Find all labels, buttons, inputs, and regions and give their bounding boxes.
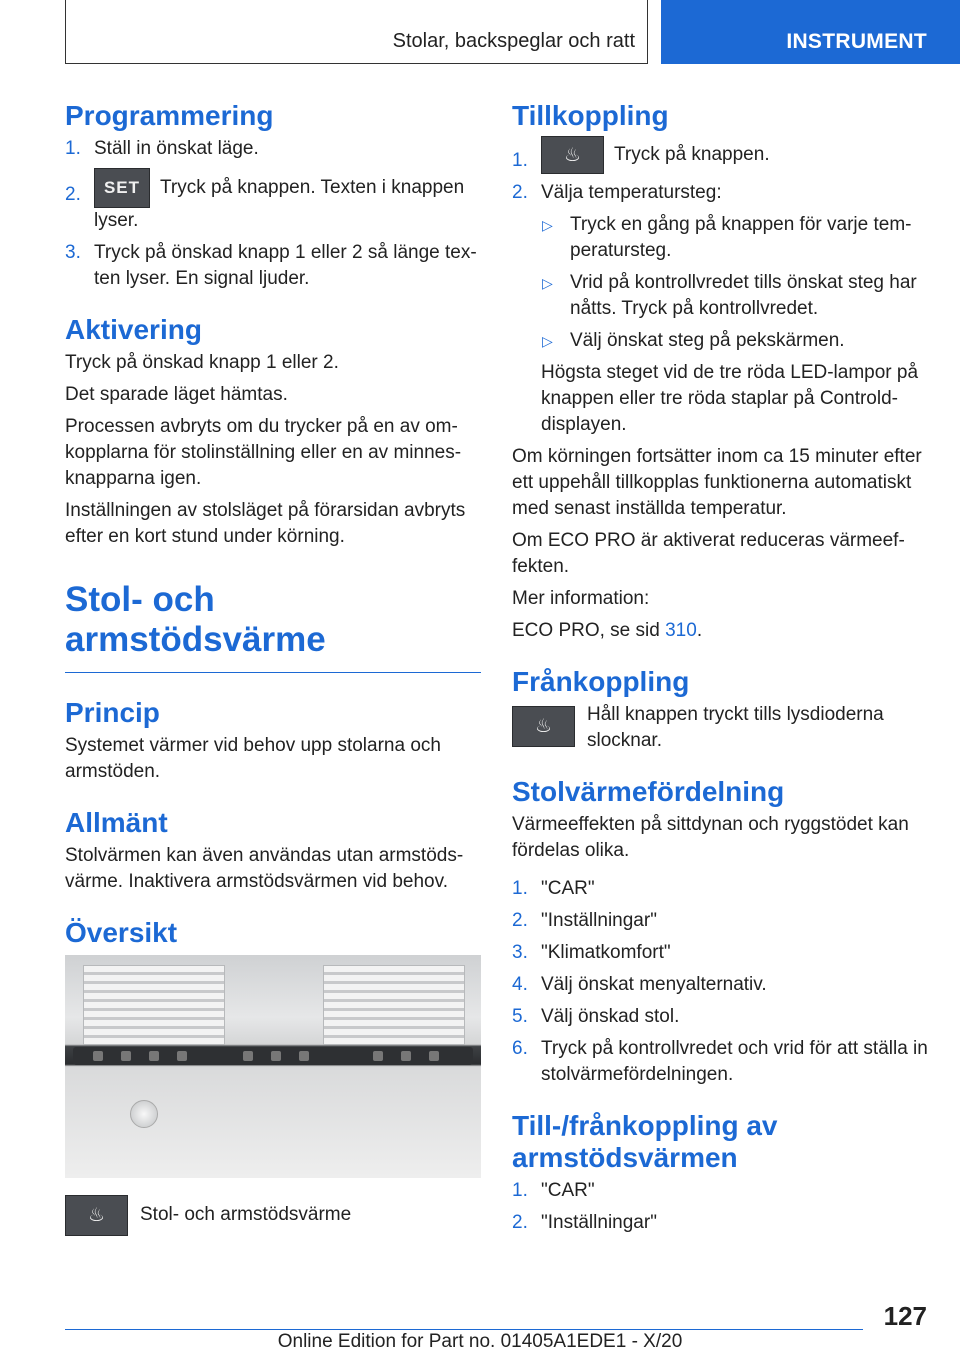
- bullet-text: Vrid på kontrollvredet tills önskat steg har nåtts. Tryck på kontrollvredet.: [570, 272, 917, 319]
- footer-rule: [65, 1329, 863, 1330]
- paragraph: Tryck på önskad knapp 1 eller 2.: [65, 352, 339, 373]
- page-number: 127: [883, 1301, 927, 1331]
- bullet-icon: ▷: [542, 275, 553, 291]
- list-item: 3. "Klimatkomfort": [512, 942, 671, 963]
- chapter-title: Stol- och armstödsvärme: [65, 580, 326, 659]
- list-item: [65, 240, 481, 292]
- list-item: [541, 270, 932, 322]
- paragraph: Systemet värmer vid behov upp stolarna och armstöden.: [65, 735, 441, 782]
- climate-panel-photo: [65, 955, 481, 1178]
- list-item: [65, 168, 481, 234]
- step-text: Tryck på knappen.: [614, 144, 770, 166]
- paragraph: Om körningen fortsätter inom ca 15 minuter efter ett uppehåll tillkopplas funktionerna automatiskt med senast inställda temperatur.: [512, 446, 922, 519]
- header-tab-label: INSTRUMENT: [786, 30, 927, 53]
- step-number: 1.: [512, 150, 528, 171]
- heading-oversikt: Översikt: [65, 917, 178, 948]
- heading-aktivering: Aktivering: [65, 314, 202, 345]
- step-text: Tryck på knappen. Texten i knappen lyser.: [94, 177, 465, 231]
- heading-till-fran: Till-/frånkoppling av armstödsvärmen: [512, 1110, 778, 1173]
- heading-allmant: Allmänt: [65, 807, 168, 838]
- edition-footer: Online Edition for Part no. 01405A1EDE1 - X/20: [277, 1331, 683, 1352]
- frankoppling-text: Håll knappen tryckt tills lysdioderna slocknar.: [587, 704, 884, 751]
- list-item: 1. "CAR": [512, 878, 595, 899]
- right-column: [512, 100, 932, 1242]
- bullet-icon: ▷: [542, 217, 553, 233]
- paragraph: Värmeeffekten på sittdynan och ryggstödet kan fördelas olika.: [512, 814, 909, 861]
- paragraph: Det sparade läget hämtas.: [65, 384, 288, 405]
- page-link[interactable]: 310: [665, 620, 697, 641]
- list-item: 2. "Inställningar": [512, 1212, 657, 1233]
- air-vent-left: [83, 965, 225, 1045]
- legend-caption: Stol- och armstödsvärme: [140, 1204, 352, 1225]
- paragraph: Stolvärmen kan även användas utan armstödsvärme. Inaktivera armstödsvärmen vid behov.: [65, 845, 464, 892]
- list-item: [512, 136, 932, 174]
- heading-frankoppling: Frånkoppling: [512, 666, 690, 697]
- fordelning-steps: [512, 876, 932, 1088]
- seat-heating-icon: ♨: [512, 706, 575, 747]
- tillkoppling-steps: [512, 136, 932, 206]
- chapter-title-block: [65, 580, 481, 673]
- list-item: 6. Tryck på kontrollvredet och vrid för att ställa in stolvärmefördelningen.: [512, 1038, 928, 1085]
- header-section-box: [65, 0, 648, 64]
- bullet-text: Välj önskat steg på pekskärmen.: [570, 330, 845, 351]
- paragraph: Processen avbryts om du trycker på en av omkopplarna för stolinställning eller en av minnesknapparna igen.: [65, 416, 462, 489]
- paragraph: Om ECO PRO är aktiverat reduceras värmeeffekten.: [512, 530, 905, 577]
- till-fran-steps: [512, 1178, 932, 1236]
- list-item: 5. Välj önskad stol.: [512, 1006, 680, 1027]
- heading-tillkoppling: Tillkoppling: [512, 100, 669, 131]
- set-button-icon: SET: [94, 168, 150, 208]
- seat-heating-icon: ♨: [541, 136, 604, 174]
- step-text: Tryck på önskad knapp 1 eller 2 så länge texten lyser. En signal ljuder.: [94, 242, 477, 289]
- step-number: 2.: [65, 184, 81, 205]
- volume-knob: [130, 1100, 158, 1128]
- temperature-options: [541, 212, 932, 354]
- list-item: [541, 212, 932, 264]
- control-panel-bar: [73, 1047, 473, 1065]
- seat-heating-icon: ♨: [65, 1195, 128, 1236]
- step-text: Ställ in önskat läge.: [94, 138, 259, 159]
- step-number: 1.: [65, 138, 81, 159]
- step-number: 3.: [65, 242, 81, 263]
- air-vent-right: [323, 965, 465, 1045]
- list-item: [541, 328, 932, 354]
- header-section-title: Stolar, backspeglar och ratt: [392, 30, 635, 52]
- heading-princip: Princip: [65, 697, 160, 728]
- header-tab: [661, 0, 960, 64]
- bullet-icon: ▷: [542, 333, 553, 349]
- paragraph: Inställningen av stolsläget på förarsidan avbryts efter en kort stund under körning.: [65, 500, 466, 547]
- list-item: 4. Välj önskat menyalternativ.: [512, 974, 767, 995]
- left-column: [65, 100, 481, 1242]
- heading-stolvarmefordelning: Stolvärmefördelning: [512, 776, 785, 807]
- list-item: [512, 180, 932, 206]
- paragraph-reference: ECO PRO, se sid 310.: [512, 620, 703, 641]
- legend-row: [65, 1194, 481, 1236]
- note-text: Högsta steget vid de tre röda LED-lampor på knappen eller tre röda staplar på Controlddisplayen.: [541, 362, 919, 435]
- list-item: 1. "CAR": [512, 1180, 595, 1201]
- frankoppling-row: [512, 702, 932, 754]
- programmering-steps: [65, 136, 481, 292]
- list-item: [65, 136, 481, 162]
- step-text: Välja temperatursteg:: [541, 182, 722, 203]
- heading-programmering: Programmering: [65, 100, 274, 131]
- paragraph: Mer information:: [512, 588, 650, 609]
- list-item: 2. "Inställningar": [512, 910, 657, 931]
- step-number: 2.: [512, 182, 528, 203]
- bullet-text: Tryck en gång på knappen för varje temperatursteg.: [570, 214, 912, 261]
